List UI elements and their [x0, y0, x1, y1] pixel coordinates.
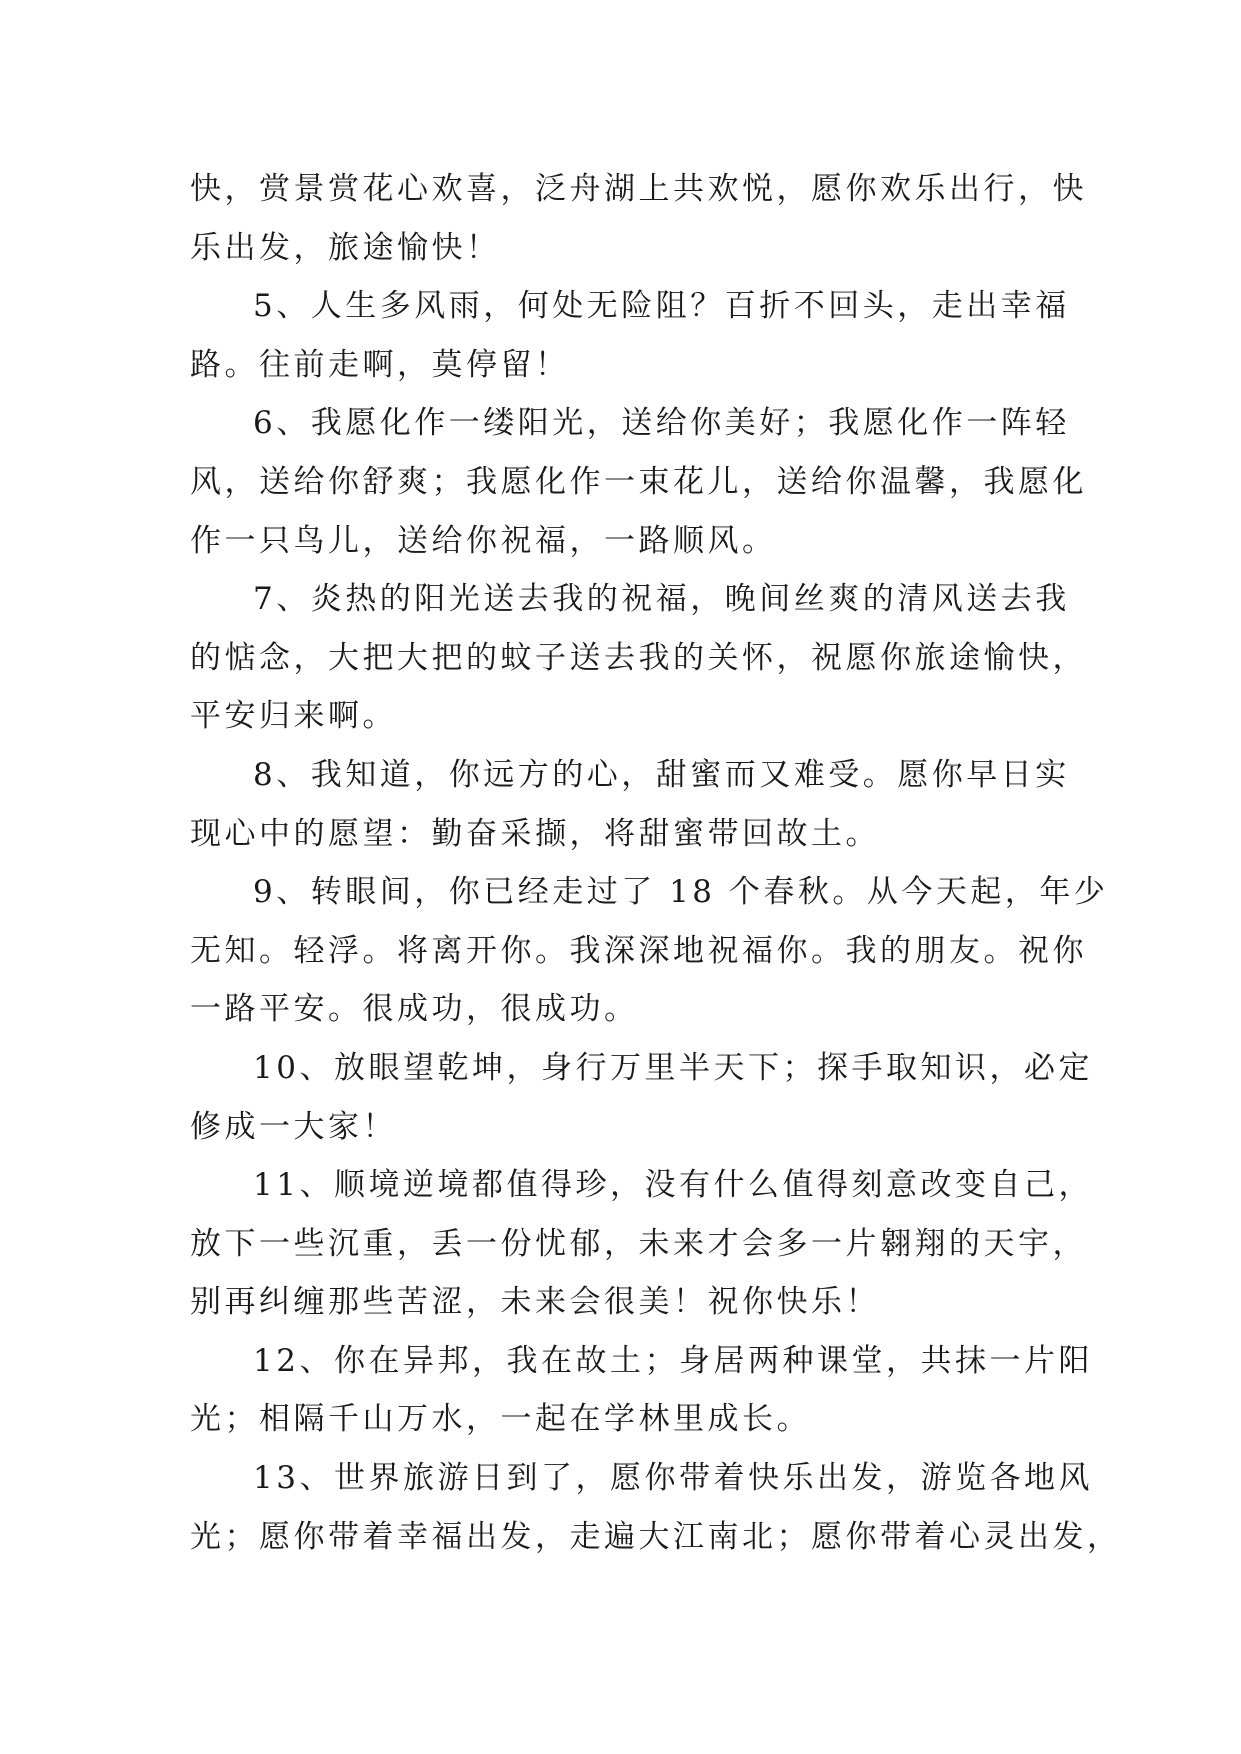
text-line: 光；相隔千山万水，一起在学林里成长。	[190, 1401, 811, 1438]
paragraph-8-start: 8、我知道，你远方的心，甜蜜而又难受。愿你早日实	[253, 756, 1070, 793]
paragraph-10-start: 10、放眼望乾坤，身行万里半天下；探手取知识，必定	[253, 1049, 1093, 1086]
text-line: 路。往前走啊，莫停留！	[190, 346, 570, 383]
text-line: 现心中的愿望：勤奋采撷，将甜蜜带回故土。	[190, 815, 880, 852]
paragraph-11-start: 11、顺境逆境都值得珍，没有什么值得刻意改变自己，	[253, 1167, 1093, 1204]
text-line: 无知。轻浮。将离开你。我深深地祝福你。我的朋友。祝你	[190, 932, 1087, 969]
text-line: 风，送给你舒爽；我愿化作一束花儿，送给你温馨，我愿化	[190, 463, 1087, 500]
paragraph-5-start: 5、人生多风雨，何处无险阻？百折不回头，走出幸福	[253, 288, 1070, 325]
paragraph-12-start: 12、你在异邦，我在故土；身居两种课堂，共抹一片阳	[253, 1342, 1093, 1379]
text-line: 一路平安。很成功，很成功。	[190, 991, 639, 1028]
text-line: 光；愿你带着幸福出发，走遍大江南北；愿你带着心灵出发，	[190, 1518, 1122, 1555]
text-line: 平安归来啊。	[190, 698, 397, 735]
text-line: 别再纠缠那些苦涩，未来会很美！祝你快乐！	[190, 1284, 880, 1321]
paragraph-6-start: 6、我愿化作一缕阳光，送给你美好；我愿化作一阵轻	[253, 405, 1070, 442]
text-line: 放下一些沉重，丢一份忧郁，未来才会多一片翱翔的天宇，	[190, 1225, 1087, 1262]
text-line: 的惦念，大把大把的蚊子送去我的关怀，祝愿你旅途愉快，	[190, 639, 1087, 676]
text-line: 作一只鸟儿，送给你祝福，一路顺风。	[190, 522, 777, 559]
paragraph-9-start: 9、转眼间，你已经走过了 18 个春秋。从今天起，年少	[253, 874, 1109, 911]
body-text	[190, 160, 1122, 1566]
paragraph-7-start: 7、炎热的阳光送去我的祝福，晚间丝爽的清风送去我	[253, 581, 1070, 618]
text-line: 乐出发，旅途愉快！	[190, 229, 501, 266]
text-line: 修成一大家！	[190, 1108, 397, 1145]
text-line: 快，赏景赏花心欢喜，泛舟湖上共欢悦，愿你欢乐出行，快	[190, 171, 1087, 207]
paragraph-13-start: 13、世界旅游日到了，愿你带着快乐出发，游览各地风	[253, 1460, 1093, 1497]
